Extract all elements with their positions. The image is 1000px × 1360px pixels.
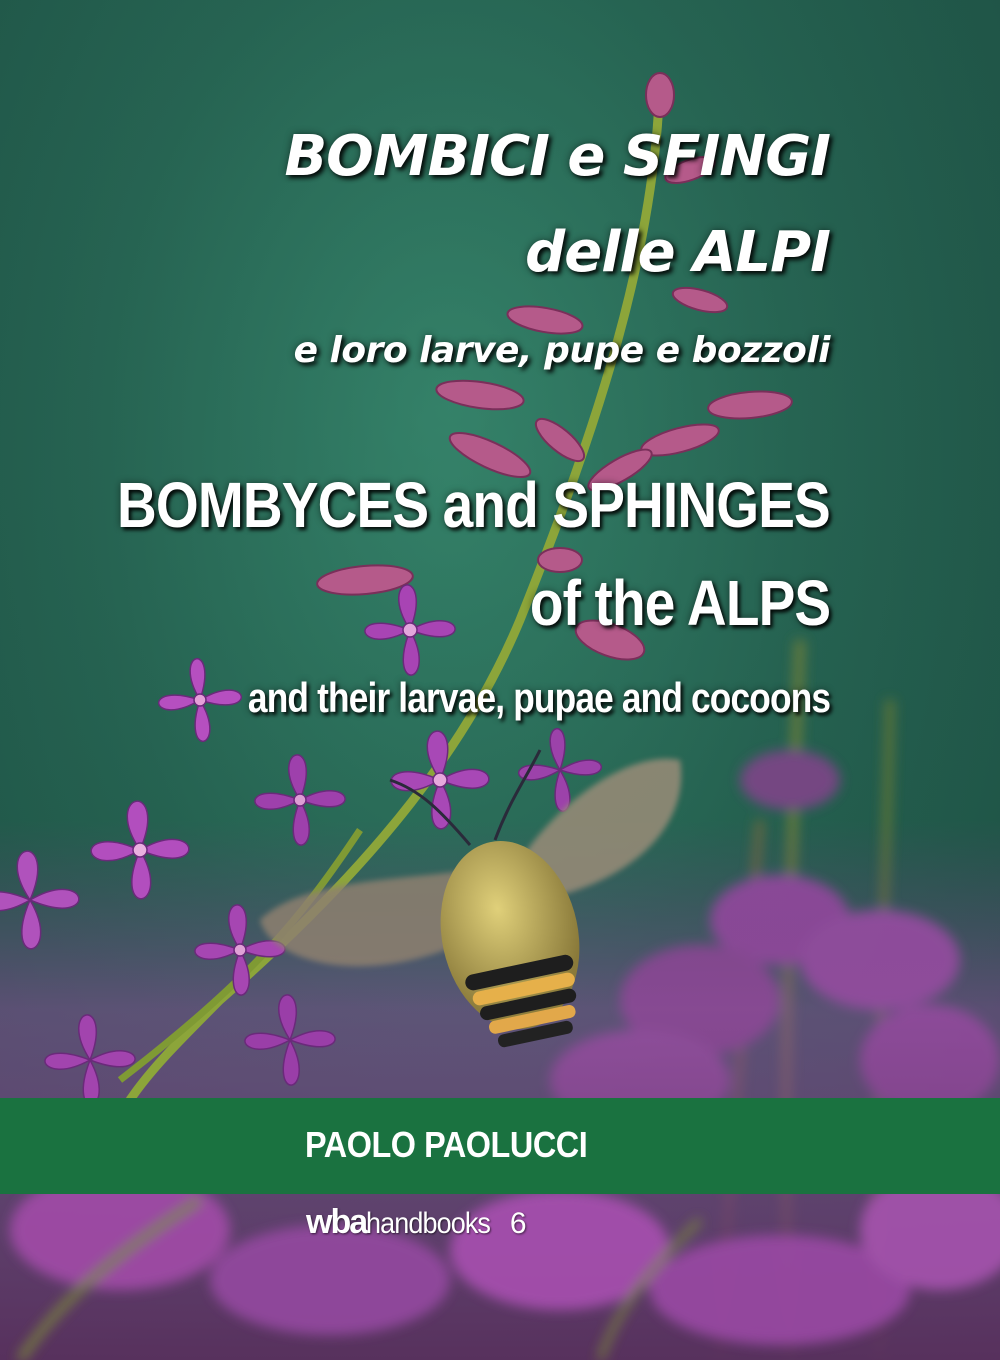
publisher-logo: wba bbox=[306, 1203, 367, 1241]
title-english-line-2: of the ALPS bbox=[529, 567, 830, 639]
series-number: 6 bbox=[509, 1207, 527, 1240]
title-italian-line-2: delle ALPI bbox=[525, 220, 830, 285]
subtitle-italian: e loro larve, pupe e bozzoli bbox=[293, 330, 830, 371]
subtitle-english: and their larvae, pupae and cocoons bbox=[247, 674, 830, 721]
series-name: handbooks bbox=[366, 1207, 491, 1240]
author-name: PAOLO PAOLUCCI bbox=[305, 1124, 588, 1165]
title-english-line-1: BOMBYCES and SPHINGES bbox=[117, 469, 830, 541]
title-italian-line-1: BOMBICI e SFINGI bbox=[284, 124, 830, 189]
publisher-imprint bbox=[306, 1203, 527, 1242]
